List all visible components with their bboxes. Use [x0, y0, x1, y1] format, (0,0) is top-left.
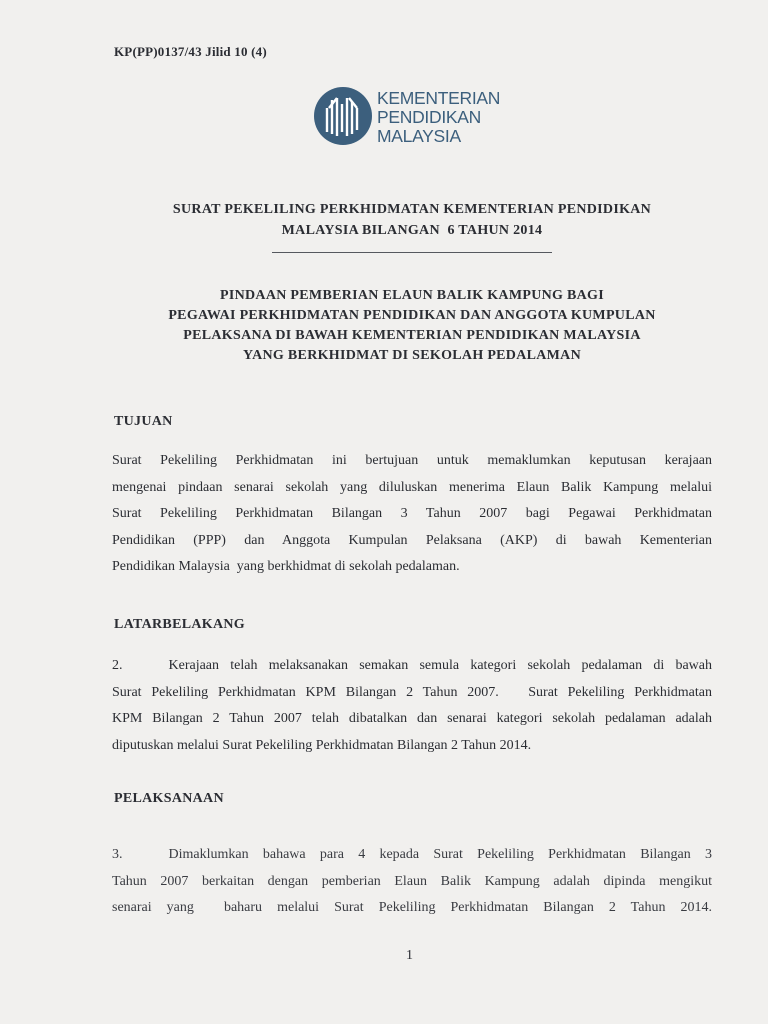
section-heading-pelaksanaan: PELAKSANAAN — [114, 791, 224, 806]
paragraph-line: Surat Pekeliling Perkhidmatan Bilangan 3 Tahun 2007 bagi Pegawai Perkhidmatan — [112, 506, 712, 521]
logo-line-2: PENDIDIKAN — [377, 107, 481, 127]
paragraph-number: 2. — [112, 658, 123, 673]
paragraph-first-line — [112, 842, 712, 869]
ministry-emblem-icon — [313, 86, 373, 146]
title-line-4: YANG BERKHIDMAT DI SEKOLAH PEDALAMAN — [242, 348, 582, 363]
paragraph-line: senarai yang baharu melalui Surat Pekeliling Perkhidmatan Bilangan 2 Tahun 2014. — [112, 900, 712, 915]
paragraph-line: Pendidikan Malaysia yang berkhidmat di sekolah pedalaman. — [112, 559, 460, 574]
paragraph-latarbelakang — [112, 653, 712, 759]
page-number: 1 — [406, 948, 413, 963]
circular-heading-line-2: MALAYSIA BILANGAN 6 TAHUN 2014 — [281, 223, 543, 238]
paragraph-line: mengenai pindaan senarai sekolah yang diluluskan menerima Elaun Balik Kampung melalui — [112, 479, 712, 495]
section-heading-tujuan: TUJUAN — [114, 414, 173, 429]
paragraph-pelaksanaan — [112, 842, 712, 922]
paragraph-line: Surat Pekeliling Perkhidmatan ini bertujuan untuk memaklumkan keputusan kerajaan — [112, 453, 712, 468]
paragraph-line-text: Kerajaan telah melaksanakan semakan semula kategori sekolah pedalaman di bawah — [168, 658, 712, 673]
title-line-3: PELAKSANA DI BAWAH KEMENTERIAN PENDIDIKAN MALAYSIA — [183, 328, 641, 343]
paragraph-line: Surat Pekeliling Perkhidmatan KPM Bilangan 2 Tahun 2007. Surat Pekeliling Perkhidmatan — [112, 684, 712, 700]
section-heading-latarbelakang: LATARBELAKANG — [114, 617, 245, 632]
reference-number: KP(PP)0137/43 Jilid 10 (4) — [114, 44, 267, 59]
paragraph-line-text: Dimaklumkan bahawa para 4 kepada Surat Pekeliling Perkhidmatan Bilangan 3 — [168, 847, 712, 862]
title-line-2: PEGAWAI PERKHIDMATAN PENDIDIKAN DAN ANGGOTA KUMPULAN — [168, 308, 656, 323]
paragraph-tujuan — [112, 448, 712, 581]
paragraph-line: Pendidikan (PPP) dan Anggota Kumpulan Pelaksana (AKP) di bawah Kementerian — [112, 532, 712, 548]
heading-divider — [272, 252, 552, 253]
ministry-name — [377, 89, 500, 146]
document-title — [100, 286, 724, 366]
logo-line-1: KEMENTERIAN — [377, 88, 501, 108]
paragraph-line: KPM Bilangan 2 Tahun 2007 telah dibatalkan dan senarai kategori sekolah pedalaman adalah — [112, 711, 712, 726]
ministry-logo — [313, 86, 523, 148]
circular-heading-line-1: SURAT PEKELILING PERKHIDMATAN KEMENTERIAN PENDIDIKAN — [172, 202, 652, 217]
paragraph-line: Tahun 2007 berkaitan dengan pemberian Elaun Balik Kampung adalah dipinda mengikut — [112, 873, 712, 889]
title-line-1: PINDAAN PEMBERIAN ELAUN BALIK KAMPUNG BAGI — [219, 288, 604, 303]
paragraph-first-line — [112, 653, 712, 680]
paragraph-number: 3. — [112, 847, 123, 862]
circular-heading — [100, 199, 724, 241]
logo-line-3: MALAYSIA — [377, 126, 461, 146]
paragraph-line: diputuskan melalui Surat Pekeliling Perkhidmatan Bilangan 2 Tahun 2014. — [112, 737, 532, 753]
